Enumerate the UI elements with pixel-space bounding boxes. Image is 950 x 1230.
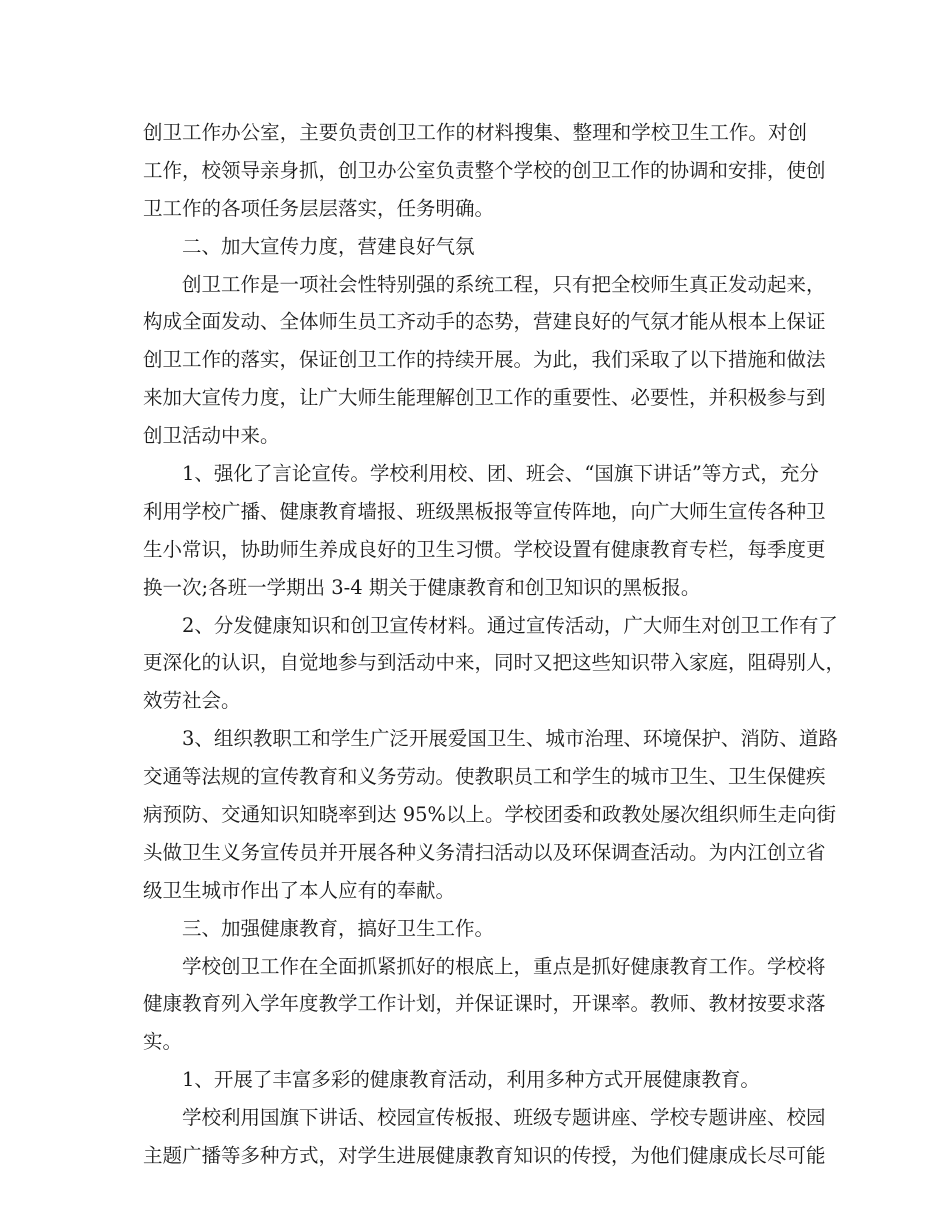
text-line: 学校创卫工作在全面抓紧抓好的根底上，重点是抓好健康教育工作。学校将 xyxy=(182,954,826,978)
text-line: 更深化的认识，自觉地参与到活动中来，同时又把这些知识带入家庭，阻碍别人， xyxy=(143,651,846,675)
text-line: 1、开展了丰富多彩的健康教育活动，利用多种方式开展健康教育。 xyxy=(182,1068,760,1092)
text-line: 创卫工作是一项社会性特别强的系统工程，只有把全校师生真正发动起来， xyxy=(182,272,826,296)
text-line: 效劳社会。 xyxy=(143,689,241,713)
text-line: 卫工作的各项任务层层落实，任务明确。 xyxy=(143,196,495,220)
text-line: 病预防、交通知识知晓率到达 95%以上。学校团委和政教处屡次组织师生走向街 xyxy=(143,803,837,827)
text-line: 换一次;各班一学期出 3-4 期关于健康教育和创卫知识的黑板报。 xyxy=(143,575,701,599)
text-line: 三、加强健康教育，搞好卫生工作。 xyxy=(182,916,495,940)
text-line: 利用学校广播、健康教育墙报、班级黑板报等宣传阵地，向广大师生宣传各种卫 xyxy=(143,499,826,523)
text-line: 1、强化了言论宣传。学校利用校、团、班会、“国旗下讲话”等方式，充分 xyxy=(182,462,819,486)
text-line: 来加大宣传力度，让广大师生能理解创卫工作的重要性、必要性，并积极参与到 xyxy=(143,386,826,410)
text-line: 健康教育列入学年度教学工作计划，并保证课时，开课率。教师、教材按要求落 xyxy=(143,992,826,1016)
text-line: 3、组织教职工和学生广泛开展爱国卫生、城市治理、环境保护、消防、道路 xyxy=(182,727,838,751)
text-line: 级卫生城市作出了本人应有的奉献。 xyxy=(143,878,456,902)
text-line: 二、加大宣传力度，营建良好气氛 xyxy=(182,234,475,258)
text-line: 生小常识，协助师生养成良好的卫生习惯。学校设置有健康教育专栏，每季度更 xyxy=(143,537,826,561)
text-line: 交通等法规的宣传教育和义务劳动。使教职员工和学生的城市卫生、卫生保健疾 xyxy=(143,765,826,789)
text-line: 2、分发健康知识和创卫宣传材料。通过宣传活动，广大师生对创卫工作有了 xyxy=(182,613,838,637)
text-line: 创卫工作的落实，保证创卫工作的持续开展。为此，我们采取了以下措施和做法 xyxy=(143,348,826,372)
text-line: 构成全面发动、全体师生员工齐动手的态势，营建良好的气氛才能从根本上保证 xyxy=(143,310,826,334)
text-line: 创卫活动中来。 xyxy=(143,424,280,448)
text-line: 头做卫生义务宣传员并开展各种义务清扫活动以及环保调查活动。为内江创立省 xyxy=(143,840,826,864)
document-body xyxy=(143,114,846,1175)
text-line: 主题广播等多种方式，对学生进展健康教育知识的传授，为他们健康成长尽可能 xyxy=(143,1144,826,1168)
text-line: 学校利用国旗下讲话、校园宣传板报、班级专题讲座、学校专题讲座、校园 xyxy=(182,1106,826,1130)
text-line: 实。 xyxy=(143,1030,183,1054)
text-line: 工作，校领导亲身抓，创卫办公室负责整个学校的创卫工作的协调和安排，使创 xyxy=(143,158,826,182)
text-line: 创卫工作办公室，主要负责创卫工作的材料搜集、整理和学校卫生工作。对创 xyxy=(143,121,807,144)
